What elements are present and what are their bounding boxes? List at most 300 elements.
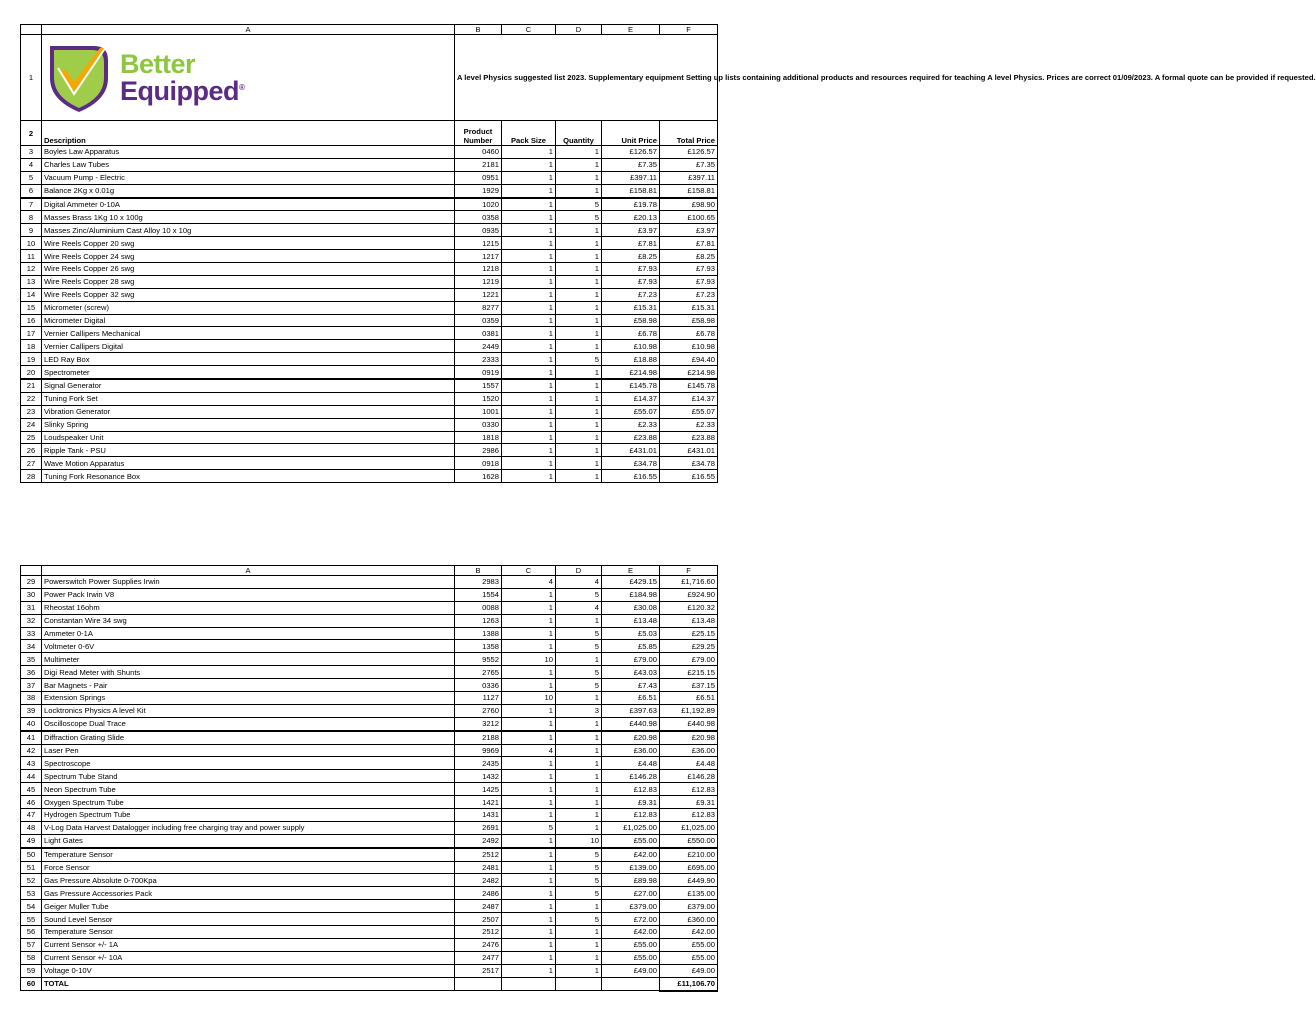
total-price-cell[interactable]: £3.97	[660, 224, 718, 237]
unit-price-cell[interactable]: £158.81	[602, 184, 660, 197]
total-price-cell[interactable]: £214.98	[660, 366, 718, 379]
product-number-cell[interactable]: 2487	[455, 900, 502, 913]
pack-size-cell[interactable]: 4	[502, 576, 556, 589]
unit-price-cell[interactable]: £23.88	[602, 431, 660, 444]
product-number-cell[interactable]: 2188	[455, 731, 502, 744]
total-price-cell[interactable]: £158.81	[660, 184, 718, 197]
unit-price-cell[interactable]: £12.83	[602, 783, 660, 796]
quantity-cell[interactable]: 1	[556, 275, 602, 288]
unit-price-cell[interactable]: £214.98	[602, 366, 660, 379]
quantity-cell[interactable]: 1	[556, 366, 602, 379]
product-number-cell[interactable]: 2476	[455, 938, 502, 951]
total-price-cell[interactable]: £135.00	[660, 887, 718, 900]
quantity-cell[interactable]: 5	[556, 913, 602, 926]
description-cell[interactable]: Spectrum Tube Stand	[42, 770, 455, 783]
product-number-cell[interactable]: 0918	[455, 457, 502, 470]
description-cell[interactable]: Voltmeter 0-6V	[42, 640, 455, 653]
description-cell[interactable]: Spectrometer	[42, 366, 455, 379]
product-number-cell[interactable]: 1554	[455, 588, 502, 601]
product-number-cell[interactable]: 1217	[455, 250, 502, 263]
empty-cell[interactable]	[556, 977, 602, 990]
total-price-cell[interactable]: £98.90	[660, 198, 718, 211]
quantity-cell[interactable]: 3	[556, 704, 602, 717]
total-price-cell[interactable]: £379.00	[660, 900, 718, 913]
unit-price-cell[interactable]: £397.11	[602, 171, 660, 184]
quantity-cell[interactable]: 1	[556, 288, 602, 301]
description-cell[interactable]: Sound Level Sensor	[42, 913, 455, 926]
product-number-cell[interactable]: 0088	[455, 601, 502, 614]
pack-size-cell[interactable]: 1	[502, 964, 556, 977]
column-letter-d[interactable]: D	[556, 25, 602, 35]
description-cell[interactable]: Digital Ammeter 0-10A	[42, 198, 455, 211]
product-number-cell[interactable]: 1520	[455, 392, 502, 405]
unit-price-cell[interactable]: £431.01	[602, 444, 660, 457]
total-price-cell[interactable]: £55.00	[660, 951, 718, 964]
quantity-cell[interactable]: 1	[556, 158, 602, 171]
unit-price-cell[interactable]: £42.00	[602, 926, 660, 939]
total-price-cell[interactable]: £23.88	[660, 431, 718, 444]
description-cell[interactable]: Hydrogen Spectrum Tube	[42, 809, 455, 822]
total-price-cell[interactable]: £146.28	[660, 770, 718, 783]
column-letter-b[interactable]: B	[455, 25, 502, 35]
quantity-cell[interactable]: 1	[556, 470, 602, 483]
quantity-cell[interactable]: 1	[556, 250, 602, 263]
product-number-cell[interactable]: 1818	[455, 431, 502, 444]
description-cell[interactable]: V-Log Data Harvest Datalogger including free charging tray and power supply	[42, 821, 455, 834]
unit-price-cell[interactable]: £43.03	[602, 666, 660, 679]
pack-size-cell[interactable]: 1	[502, 211, 556, 224]
quantity-cell[interactable]: 1	[556, 314, 602, 327]
total-price-cell[interactable]: £210.00	[660, 848, 718, 861]
description-cell[interactable]: Current Sensor +/- 1A	[42, 938, 455, 951]
unit-price-cell[interactable]: £12.83	[602, 809, 660, 822]
product-number-cell[interactable]: 0381	[455, 327, 502, 340]
quantity-cell[interactable]: 1	[556, 237, 602, 250]
pack-size-cell[interactable]: 1	[502, 874, 556, 887]
description-cell[interactable]: Balance 2Kg x 0.01g	[42, 184, 455, 197]
quantity-cell[interactable]: 5	[556, 874, 602, 887]
total-price-cell[interactable]: £34.78	[660, 457, 718, 470]
total-price-cell[interactable]: £29.25	[660, 640, 718, 653]
pack-size-cell[interactable]: 1	[502, 431, 556, 444]
description-cell[interactable]: Digi Read Meter with Shunts	[42, 666, 455, 679]
unit-price-cell[interactable]: £27.00	[602, 887, 660, 900]
pack-size-cell[interactable]: 1	[502, 353, 556, 366]
pack-size-cell[interactable]: 1	[502, 418, 556, 431]
pack-size-cell[interactable]: 1	[502, 783, 556, 796]
product-number-cell[interactable]: 9969	[455, 744, 502, 757]
pack-size-cell[interactable]: 1	[502, 275, 556, 288]
total-price-cell[interactable]: £1,025.00	[660, 821, 718, 834]
header-pack-size[interactable]: Pack Size	[502, 121, 556, 146]
product-number-cell[interactable]: 3212	[455, 717, 502, 730]
total-price-cell[interactable]: £7.93	[660, 263, 718, 276]
quantity-cell[interactable]: 1	[556, 379, 602, 392]
pack-size-cell[interactable]: 1	[502, 392, 556, 405]
unit-price-cell[interactable]: £79.00	[602, 653, 660, 666]
unit-price-cell[interactable]: £9.31	[602, 796, 660, 809]
total-price-cell[interactable]: £550.00	[660, 834, 718, 847]
unit-price-cell[interactable]: £5.85	[602, 640, 660, 653]
product-number-cell[interactable]: 0460	[455, 146, 502, 159]
unit-price-cell[interactable]: £13.48	[602, 614, 660, 627]
total-price-cell[interactable]: £397.11	[660, 171, 718, 184]
pack-size-cell[interactable]: 1	[502, 887, 556, 900]
description-cell[interactable]: Loudspeaker Unit	[42, 431, 455, 444]
unit-price-cell[interactable]: £20.98	[602, 731, 660, 744]
pack-size-cell[interactable]: 1	[502, 809, 556, 822]
total-price-cell[interactable]: £55.07	[660, 405, 718, 418]
column-letter-b[interactable]: B	[455, 566, 502, 576]
description-cell[interactable]: Oxygen Spectrum Tube	[42, 796, 455, 809]
pack-size-cell[interactable]: 1	[502, 861, 556, 874]
pack-size-cell[interactable]: 1	[502, 731, 556, 744]
product-number-cell[interactable]: 1020	[455, 198, 502, 211]
product-number-cell[interactable]: 2691	[455, 821, 502, 834]
product-number-cell[interactable]: 2512	[455, 848, 502, 861]
description-cell[interactable]: Wave Motion Apparatus	[42, 457, 455, 470]
product-number-cell[interactable]: 0919	[455, 366, 502, 379]
unit-price-cell[interactable]: £34.78	[602, 457, 660, 470]
pack-size-cell[interactable]: 10	[502, 653, 556, 666]
unit-price-cell[interactable]: £20.13	[602, 211, 660, 224]
product-number-cell[interactable]: 1218	[455, 263, 502, 276]
unit-price-cell[interactable]: £14.37	[602, 392, 660, 405]
unit-price-cell[interactable]: £89.98	[602, 874, 660, 887]
unit-price-cell[interactable]: £7.43	[602, 679, 660, 692]
total-price-cell[interactable]: £55.00	[660, 938, 718, 951]
quantity-cell[interactable]: 1	[556, 783, 602, 796]
pack-size-cell[interactable]: 1	[502, 757, 556, 770]
unit-price-cell[interactable]: £30.08	[602, 601, 660, 614]
description-cell[interactable]: Temperature Sensor	[42, 926, 455, 939]
total-price-cell[interactable]: £924.90	[660, 588, 718, 601]
total-price-cell[interactable]: £20.98	[660, 731, 718, 744]
product-number-cell[interactable]: 2492	[455, 834, 502, 847]
total-price-cell[interactable]: £6.78	[660, 327, 718, 340]
quantity-cell[interactable]: 5	[556, 353, 602, 366]
empty-cell[interactable]	[455, 977, 502, 990]
quantity-cell[interactable]: 1	[556, 301, 602, 314]
product-number-cell[interactable]: 2983	[455, 576, 502, 589]
total-price-cell[interactable]: £36.00	[660, 744, 718, 757]
product-number-cell[interactable]: 2181	[455, 158, 502, 171]
unit-price-cell[interactable]: £15.31	[602, 301, 660, 314]
unit-price-cell[interactable]: £55.07	[602, 405, 660, 418]
description-cell[interactable]: Masses Zinc/Aluminium Cast Alloy 10 x 10g	[42, 224, 455, 237]
total-price-cell[interactable]: £25.15	[660, 627, 718, 640]
empty-cell[interactable]	[602, 977, 660, 990]
pack-size-cell[interactable]: 1	[502, 900, 556, 913]
unit-price-cell[interactable]: £7.81	[602, 237, 660, 250]
quantity-cell[interactable]: 1	[556, 457, 602, 470]
product-number-cell[interactable]: 1557	[455, 379, 502, 392]
unit-price-cell[interactable]: £16.55	[602, 470, 660, 483]
description-cell[interactable]: Gas Pressure Accessories Pack	[42, 887, 455, 900]
quantity-cell[interactable]: 5	[556, 640, 602, 653]
description-cell[interactable]: Vernier Callipers Mechanical	[42, 327, 455, 340]
pack-size-cell[interactable]: 1	[502, 171, 556, 184]
product-number-cell[interactable]: 0359	[455, 314, 502, 327]
quantity-cell[interactable]: 1	[556, 418, 602, 431]
total-price-cell[interactable]: £440.98	[660, 717, 718, 730]
quantity-cell[interactable]: 1	[556, 146, 602, 159]
product-number-cell[interactable]: 8277	[455, 301, 502, 314]
product-number-cell[interactable]: 1929	[455, 184, 502, 197]
quantity-cell[interactable]: 5	[556, 848, 602, 861]
unit-price-cell[interactable]: £146.28	[602, 770, 660, 783]
description-cell[interactable]: Wire Reels Copper 26 swg	[42, 263, 455, 276]
unit-price-cell[interactable]: £58.98	[602, 314, 660, 327]
column-letter-f[interactable]: F	[660, 566, 718, 576]
product-number-cell[interactable]: 1219	[455, 275, 502, 288]
unit-price-cell[interactable]: £55.00	[602, 951, 660, 964]
pack-size-cell[interactable]: 1	[502, 237, 556, 250]
product-number-cell[interactable]: 2765	[455, 666, 502, 679]
pack-size-cell[interactable]: 1	[502, 444, 556, 457]
quantity-cell[interactable]: 1	[556, 327, 602, 340]
product-number-cell[interactable]: 0336	[455, 679, 502, 692]
pack-size-cell[interactable]: 1	[502, 250, 556, 263]
description-cell[interactable]: Multimeter	[42, 653, 455, 666]
unit-price-cell[interactable]: £7.23	[602, 288, 660, 301]
pack-size-cell[interactable]: 1	[502, 301, 556, 314]
quantity-cell[interactable]: 1	[556, 900, 602, 913]
total-price-cell[interactable]: £13.48	[660, 614, 718, 627]
product-number-cell[interactable]: 1221	[455, 288, 502, 301]
product-number-cell[interactable]: 0935	[455, 224, 502, 237]
total-price-cell[interactable]: £100.65	[660, 211, 718, 224]
total-price-cell[interactable]: £9.31	[660, 796, 718, 809]
product-number-cell[interactable]: 1431	[455, 809, 502, 822]
pack-size-cell[interactable]: 1	[502, 198, 556, 211]
pack-size-cell[interactable]: 1	[502, 405, 556, 418]
quantity-cell[interactable]: 1	[556, 744, 602, 757]
header-total-price[interactable]: Total Price	[660, 121, 718, 146]
quantity-cell[interactable]: 1	[556, 431, 602, 444]
unit-price-cell[interactable]: £429.15	[602, 576, 660, 589]
description-cell[interactable]: Neon Spectrum Tube	[42, 783, 455, 796]
total-price-cell[interactable]: £16.55	[660, 470, 718, 483]
description-cell[interactable]: Signal Generator	[42, 379, 455, 392]
quantity-cell[interactable]: 1	[556, 405, 602, 418]
description-cell[interactable]: Bar Magnets - Pair	[42, 679, 455, 692]
unit-price-cell[interactable]: £49.00	[602, 964, 660, 977]
description-cell[interactable]: Micrometer (screw)	[42, 301, 455, 314]
unit-price-cell[interactable]: £72.00	[602, 913, 660, 926]
intro-text[interactable]: A level Physics suggested list 2023. Supplementary equipment Setting up lists containing additional products and resources required for teaching A level Physics. Prices are correct 01/09/2023. A formal quote can be provided if requested.	[455, 35, 718, 121]
column-letter-a[interactable]: A	[42, 566, 455, 576]
description-cell[interactable]: Micrometer Digital	[42, 314, 455, 327]
description-cell[interactable]: Wire Reels Copper 32 swg	[42, 288, 455, 301]
pack-size-cell[interactable]: 1	[502, 938, 556, 951]
unit-price-cell[interactable]: £6.51	[602, 692, 660, 705]
description-cell[interactable]: Masses Brass 1Kg 10 x 100g	[42, 211, 455, 224]
quantity-cell[interactable]: 1	[556, 796, 602, 809]
unit-price-cell[interactable]: £139.00	[602, 861, 660, 874]
quantity-cell[interactable]: 5	[556, 679, 602, 692]
product-number-cell[interactable]: 1127	[455, 692, 502, 705]
product-number-cell[interactable]: 2507	[455, 913, 502, 926]
description-cell[interactable]: Ripple Tank - PSU	[42, 444, 455, 457]
quantity-cell[interactable]: 1	[556, 926, 602, 939]
description-cell[interactable]: Boyles Law Apparatus	[42, 146, 455, 159]
product-number-cell[interactable]: 2333	[455, 353, 502, 366]
product-number-cell[interactable]: 2486	[455, 887, 502, 900]
pack-size-cell[interactable]: 1	[502, 288, 556, 301]
quantity-cell[interactable]: 10	[556, 834, 602, 847]
total-price-cell[interactable]: £7.23	[660, 288, 718, 301]
pack-size-cell[interactable]: 1	[502, 184, 556, 197]
description-cell[interactable]: Oscilloscope Dual Trace	[42, 717, 455, 730]
total-price-cell[interactable]: £58.98	[660, 314, 718, 327]
total-price-cell[interactable]: £126.57	[660, 146, 718, 159]
description-cell[interactable]: Force Sensor	[42, 861, 455, 874]
description-cell[interactable]: Gas Pressure Absolute 0-700Kpa	[42, 874, 455, 887]
total-price-cell[interactable]: £10.98	[660, 340, 718, 353]
description-cell[interactable]: Charles Law Tubes	[42, 158, 455, 171]
unit-price-cell[interactable]: £3.97	[602, 224, 660, 237]
pack-size-cell[interactable]: 1	[502, 834, 556, 847]
unit-price-cell[interactable]: £18.88	[602, 353, 660, 366]
product-number-cell[interactable]: 2435	[455, 757, 502, 770]
pack-size-cell[interactable]: 1	[502, 263, 556, 276]
quantity-cell[interactable]: 1	[556, 340, 602, 353]
header-quantity[interactable]: Quantity	[556, 121, 602, 146]
quantity-cell[interactable]: 1	[556, 171, 602, 184]
description-cell[interactable]: Wire Reels Copper 24 swg	[42, 250, 455, 263]
quantity-cell[interactable]: 1	[556, 951, 602, 964]
description-cell[interactable]: Slinky Spring	[42, 418, 455, 431]
description-cell[interactable]: Ammeter 0-1A	[42, 627, 455, 640]
product-number-cell[interactable]: 1628	[455, 470, 502, 483]
pack-size-cell[interactable]: 1	[502, 640, 556, 653]
quantity-cell[interactable]: 1	[556, 444, 602, 457]
unit-price-cell[interactable]: £19.78	[602, 198, 660, 211]
description-cell[interactable]: Vernier Callipers Digital	[42, 340, 455, 353]
description-cell[interactable]: Vacuum Pump - Electric	[42, 171, 455, 184]
unit-price-cell[interactable]: £10.98	[602, 340, 660, 353]
column-letter-e[interactable]: E	[602, 25, 660, 35]
quantity-cell[interactable]: 1	[556, 938, 602, 951]
unit-price-cell[interactable]: £42.00	[602, 848, 660, 861]
pack-size-cell[interactable]: 1	[502, 770, 556, 783]
product-number-cell[interactable]: 1388	[455, 627, 502, 640]
description-cell[interactable]: Power Pack Irwin V8	[42, 588, 455, 601]
product-number-cell[interactable]: 2482	[455, 874, 502, 887]
total-price-cell[interactable]: £360.00	[660, 913, 718, 926]
pack-size-cell[interactable]: 1	[502, 366, 556, 379]
description-cell[interactable]: Geiger Muller Tube	[42, 900, 455, 913]
product-number-cell[interactable]: 0358	[455, 211, 502, 224]
total-price-cell[interactable]: £49.00	[660, 964, 718, 977]
total-price-cell[interactable]: £12.83	[660, 783, 718, 796]
pack-size-cell[interactable]: 1	[502, 601, 556, 614]
product-number-cell[interactable]: 2517	[455, 964, 502, 977]
product-number-cell[interactable]: 1432	[455, 770, 502, 783]
total-price-cell[interactable]: £79.00	[660, 653, 718, 666]
pack-size-cell[interactable]: 1	[502, 314, 556, 327]
pack-size-cell[interactable]: 1	[502, 224, 556, 237]
product-number-cell[interactable]: 0330	[455, 418, 502, 431]
quantity-cell[interactable]: 1	[556, 821, 602, 834]
description-cell[interactable]: Tuning Fork Set	[42, 392, 455, 405]
description-cell[interactable]: Constantan Wire 34 swg	[42, 614, 455, 627]
pack-size-cell[interactable]: 1	[502, 848, 556, 861]
quantity-cell[interactable]: 5	[556, 666, 602, 679]
pack-size-cell[interactable]: 1	[502, 926, 556, 939]
quantity-cell[interactable]: 5	[556, 198, 602, 211]
pack-size-cell[interactable]: 1	[502, 588, 556, 601]
unit-price-cell[interactable]: £379.00	[602, 900, 660, 913]
column-letter-c[interactable]: C	[502, 25, 556, 35]
unit-price-cell[interactable]: £5.03	[602, 627, 660, 640]
total-price-cell[interactable]: £14.37	[660, 392, 718, 405]
unit-price-cell[interactable]: £126.57	[602, 146, 660, 159]
pack-size-cell[interactable]: 4	[502, 744, 556, 757]
unit-price-cell[interactable]: £397.63	[602, 704, 660, 717]
product-number-cell[interactable]: 1215	[455, 237, 502, 250]
product-number-cell[interactable]: 1001	[455, 405, 502, 418]
pack-size-cell[interactable]: 1	[502, 340, 556, 353]
total-price-cell[interactable]: £1,192.89	[660, 704, 718, 717]
quantity-cell[interactable]: 1	[556, 731, 602, 744]
column-letter-f[interactable]: F	[660, 25, 718, 35]
quantity-cell[interactable]: 5	[556, 588, 602, 601]
product-number-cell[interactable]: 2760	[455, 704, 502, 717]
total-price-cell[interactable]: £12.83	[660, 809, 718, 822]
total-price-cell[interactable]: £8.25	[660, 250, 718, 263]
header-description[interactable]: Description	[42, 121, 455, 146]
total-price-cell[interactable]: £15.31	[660, 301, 718, 314]
quantity-cell[interactable]: 5	[556, 627, 602, 640]
pack-size-cell[interactable]: 1	[502, 951, 556, 964]
quantity-cell[interactable]: 1	[556, 184, 602, 197]
description-cell[interactable]: LED Ray Box	[42, 353, 455, 366]
total-price-cell[interactable]: £7.93	[660, 275, 718, 288]
pack-size-cell[interactable]: 1	[502, 666, 556, 679]
total-price-cell[interactable]: £145.78	[660, 379, 718, 392]
column-letter-a[interactable]: A	[42, 25, 455, 35]
unit-price-cell[interactable]: £8.25	[602, 250, 660, 263]
quantity-cell[interactable]: 1	[556, 757, 602, 770]
description-cell[interactable]: Wire Reels Copper 28 swg	[42, 275, 455, 288]
total-price-cell[interactable]: £6.51	[660, 692, 718, 705]
pack-size-cell[interactable]: 1	[502, 913, 556, 926]
total-price-cell[interactable]: £7.81	[660, 237, 718, 250]
total-price-cell[interactable]: £7.35	[660, 158, 718, 171]
pack-size-cell[interactable]: 1	[502, 796, 556, 809]
description-cell[interactable]: Wire Reels Copper 20 swg	[42, 237, 455, 250]
unit-price-cell[interactable]: £7.35	[602, 158, 660, 171]
total-price-cell[interactable]: £37.15	[660, 679, 718, 692]
description-cell[interactable]: Temperature Sensor	[42, 848, 455, 861]
pack-size-cell[interactable]: 1	[502, 158, 556, 171]
total-price-cell[interactable]: £1,716.60	[660, 576, 718, 589]
quantity-cell[interactable]: 4	[556, 576, 602, 589]
quantity-cell[interactable]: 5	[556, 211, 602, 224]
pack-size-cell[interactable]: 1	[502, 717, 556, 730]
total-price-cell[interactable]: £431.01	[660, 444, 718, 457]
unit-price-cell[interactable]: £4.48	[602, 757, 660, 770]
quantity-cell[interactable]: 1	[556, 263, 602, 276]
description-cell[interactable]: Powerswitch Power Supplies Irwin	[42, 576, 455, 589]
quantity-cell[interactable]: 5	[556, 861, 602, 874]
description-cell[interactable]: Rheostat 16ohm	[42, 601, 455, 614]
total-price-cell[interactable]: £42.00	[660, 926, 718, 939]
unit-price-cell[interactable]: £7.93	[602, 275, 660, 288]
unit-price-cell[interactable]: £36.00	[602, 744, 660, 757]
